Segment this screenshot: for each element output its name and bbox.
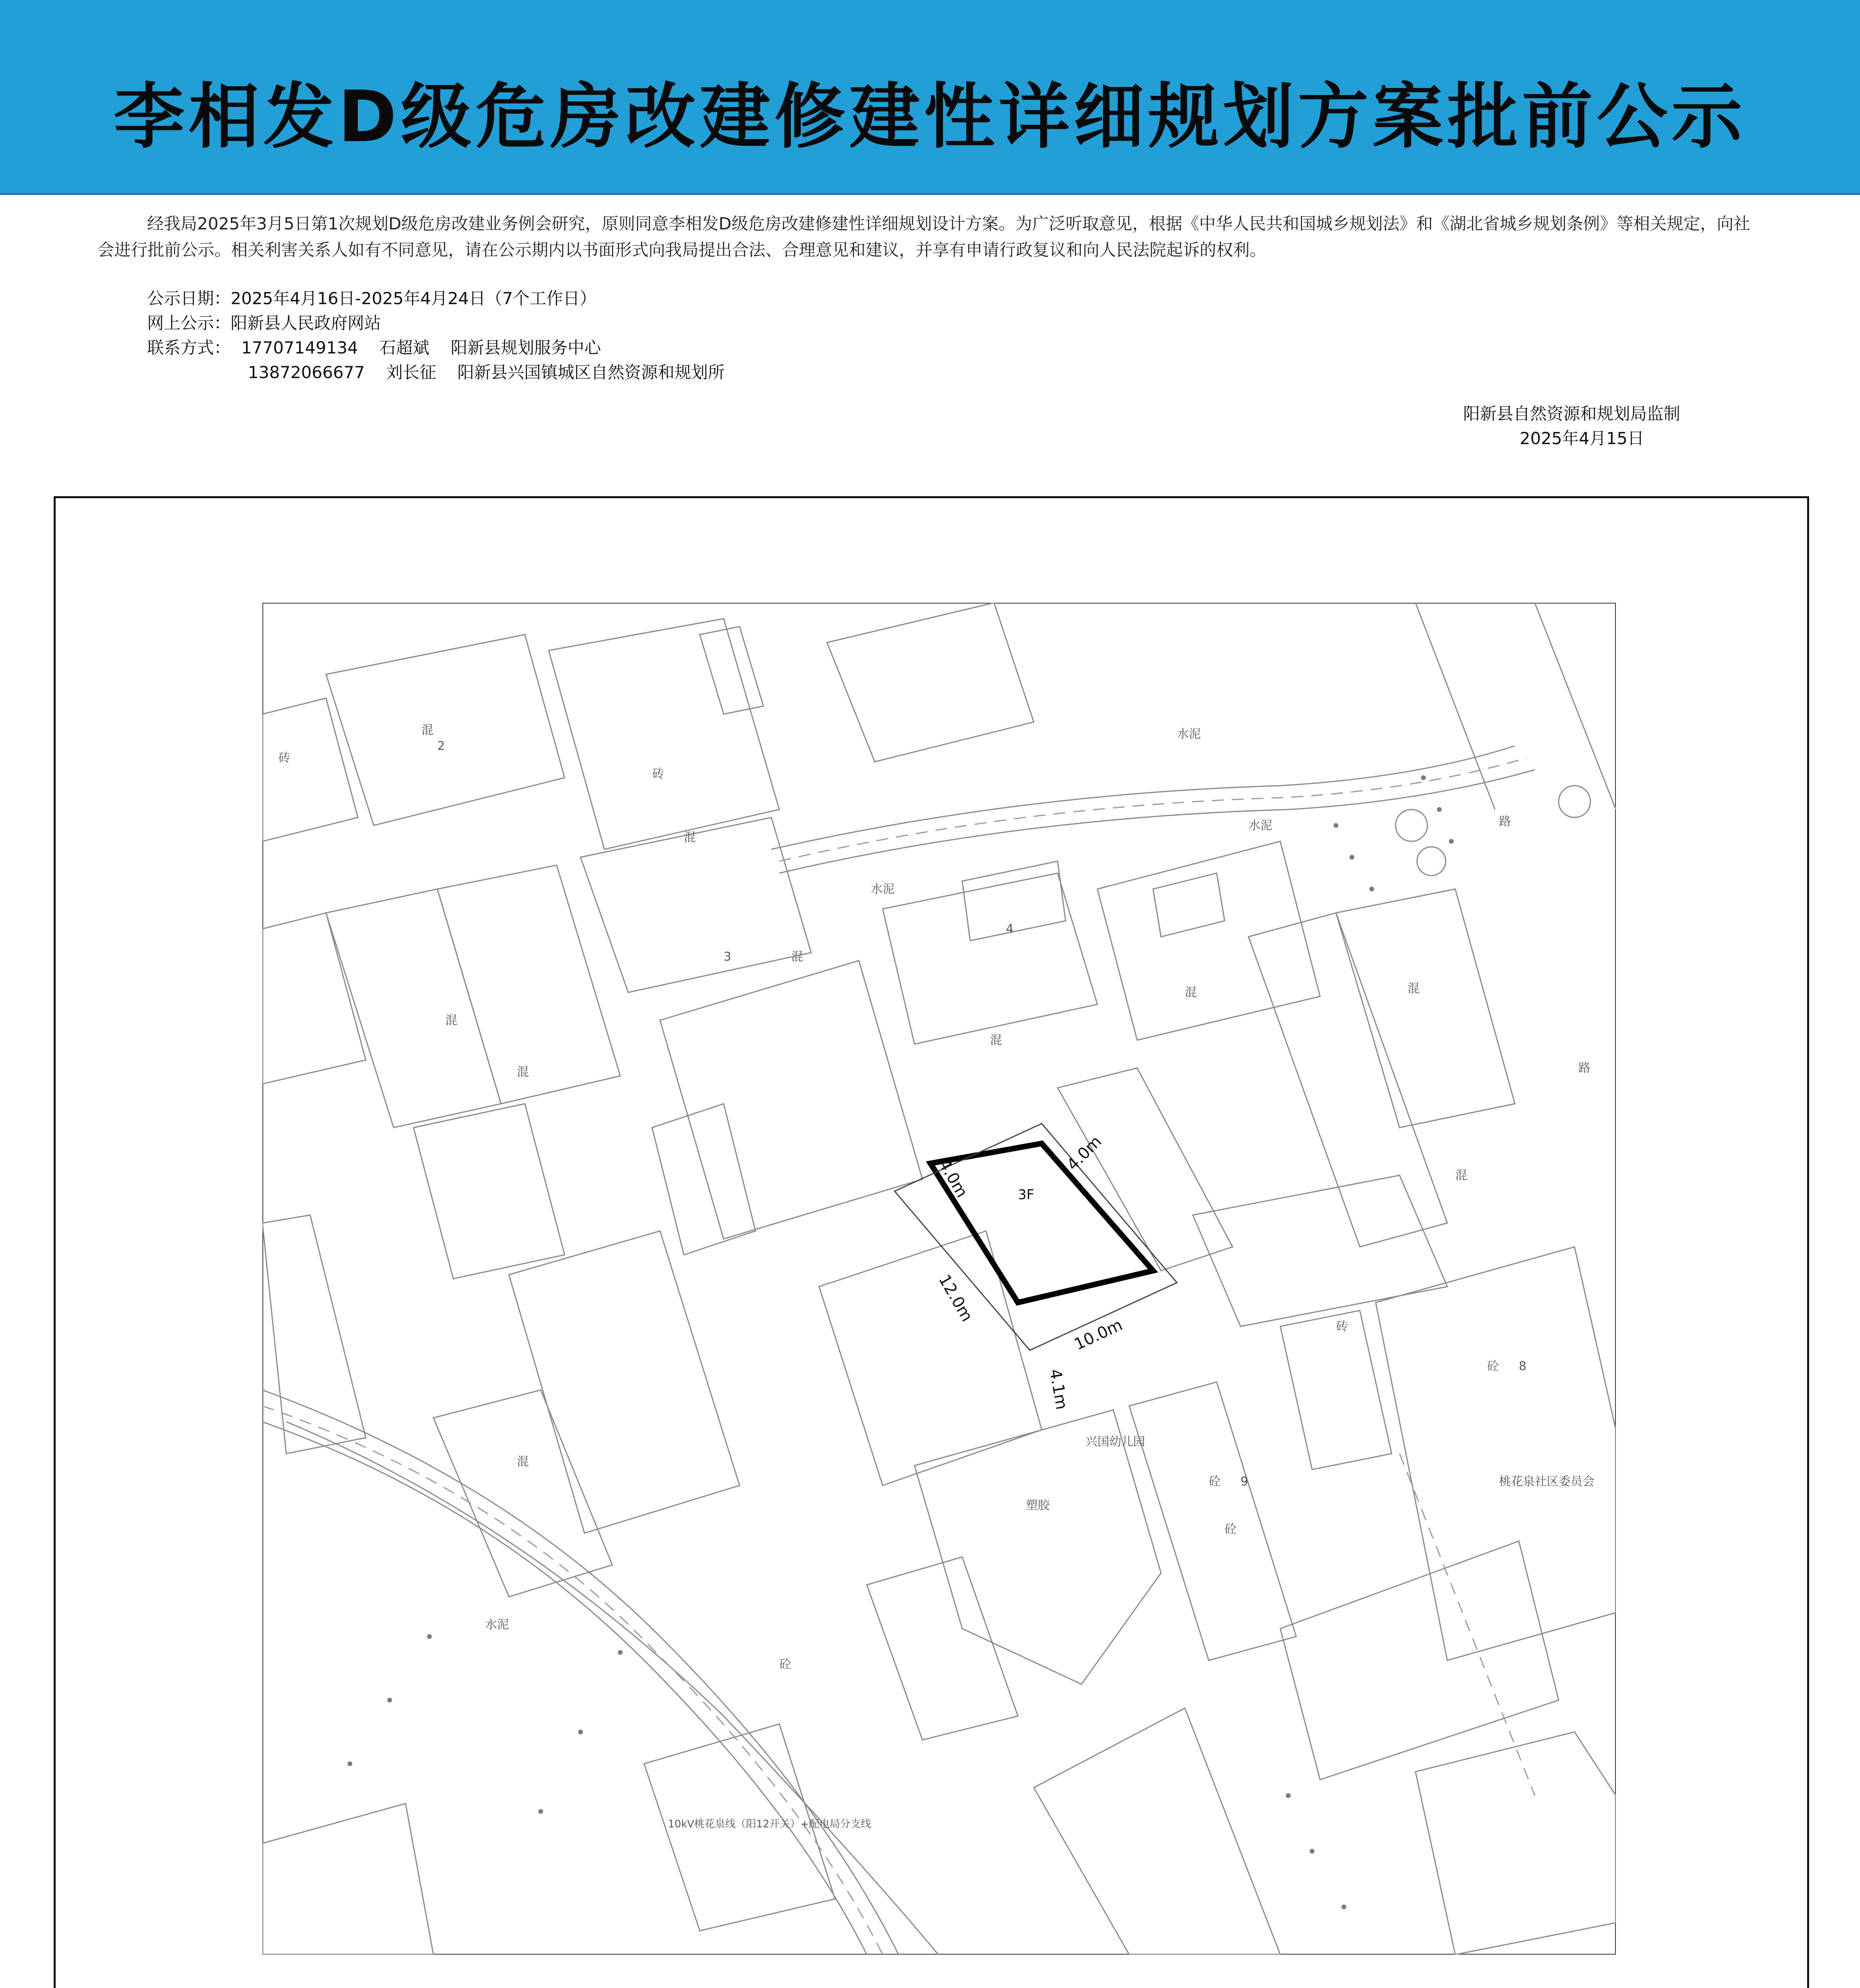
- label-hun-5: 混: [1185, 986, 1197, 1000]
- label-floor-8: 8: [1519, 1359, 1527, 1373]
- label-zhuan-3: 砖: [1336, 1320, 1348, 1334]
- label-hun-6: 混: [1408, 982, 1419, 996]
- label-shuini-4: 水泥: [485, 1618, 509, 1632]
- dim-left: 12.0m: [935, 1272, 977, 1325]
- label-road-1: 路: [1499, 815, 1511, 829]
- label-hun-2: 混: [684, 831, 696, 845]
- label-hun-1: 混: [421, 723, 433, 737]
- header-banner: [0, 0, 1860, 195]
- label-hun-10: 混: [1455, 1169, 1467, 1182]
- label-hun-8: 混: [517, 1065, 529, 1079]
- dim-top-left: 4.0m: [935, 1156, 971, 1201]
- label-zhuan-2: 砖: [652, 767, 664, 781]
- label-tong-2: 砼: [1225, 1522, 1237, 1536]
- site-plan-map: [262, 603, 1616, 1955]
- label-hun-4: 混: [990, 1033, 1002, 1047]
- label-floor-9: 9: [1241, 1475, 1248, 1489]
- label-committee: 桃花泉社区委员会: [1499, 1475, 1594, 1489]
- label-zhuan-1: 砖: [278, 751, 290, 765]
- label-hun-9: 混: [517, 1455, 529, 1469]
- label-shuini-3: 水泥: [871, 882, 895, 896]
- dim-top-right: 4.0m: [1063, 1132, 1105, 1175]
- label-building-3f: 3F: [1018, 1187, 1035, 1203]
- page-title: 李相发D级危房改建修建性详细规划方案批前公示: [114, 76, 1746, 158]
- label-tong-1: 砼: [1487, 1359, 1499, 1373]
- notice-contact-1: 联系方式： 17707149134 石超斌 阳新县规划服务中心: [147, 338, 601, 357]
- notice-online: 网上公示：阳新县人民政府网站: [147, 313, 381, 333]
- label-powerline: 10kV桃花泉线（阳12开关）+配电局分支线: [668, 1818, 871, 1830]
- notice-date: 公示日期：2025年4月16日-2025年4月24日（7个工作日）: [147, 289, 596, 308]
- label-tong-3: 砼: [779, 1658, 791, 1672]
- label-floor-4: 4: [1006, 922, 1014, 936]
- dim-bottom-left: 4.1m: [1046, 1367, 1071, 1411]
- label-hun-7: 混: [445, 1013, 457, 1027]
- label-shuini-2: 水泥: [1248, 819, 1272, 833]
- notice-body: 经我局2025年3月5日第1次规划D级危房改建业务例会研究，原则同意李相发D级危房改建修建性详细规划设计方案。为广泛听取意见，根据《中华人民共和国城乡规划法》和《湖北省城乡规划条例》等相关规定，向社会进行批前公示。相关利害关系人如有不同意见，请在公示期内以书面形式向我局提出合法、合理意见和建议，并享有申请行政复议和向人民法院起诉的权利。: [97, 214, 1750, 260]
- label-floor-3: 3: [724, 950, 732, 964]
- label-floor-2: 2: [437, 739, 445, 753]
- label-kindergarten: 兴国幼儿园: [1085, 1435, 1145, 1449]
- label-shuini-1: 水泥: [1177, 727, 1201, 741]
- dim-bottom: 10.0m: [1071, 1316, 1126, 1354]
- label-plastic: 塑胶: [1026, 1499, 1050, 1512]
- notice-contact-2: 13872066677 刘长征 阳新县兴国镇城区自然资源和规划所: [147, 363, 725, 382]
- label-road-2: 路: [1578, 1061, 1590, 1075]
- label-tong-4: 砼: [1209, 1475, 1221, 1489]
- notice-paragraph: [97, 211, 1759, 263]
- notice-issuer: 阳新县自然资源和规划局监制: [1463, 404, 1681, 423]
- notice-issue-date: 2025年4月15日: [1520, 429, 1644, 448]
- label-hun-3: 混: [791, 950, 803, 964]
